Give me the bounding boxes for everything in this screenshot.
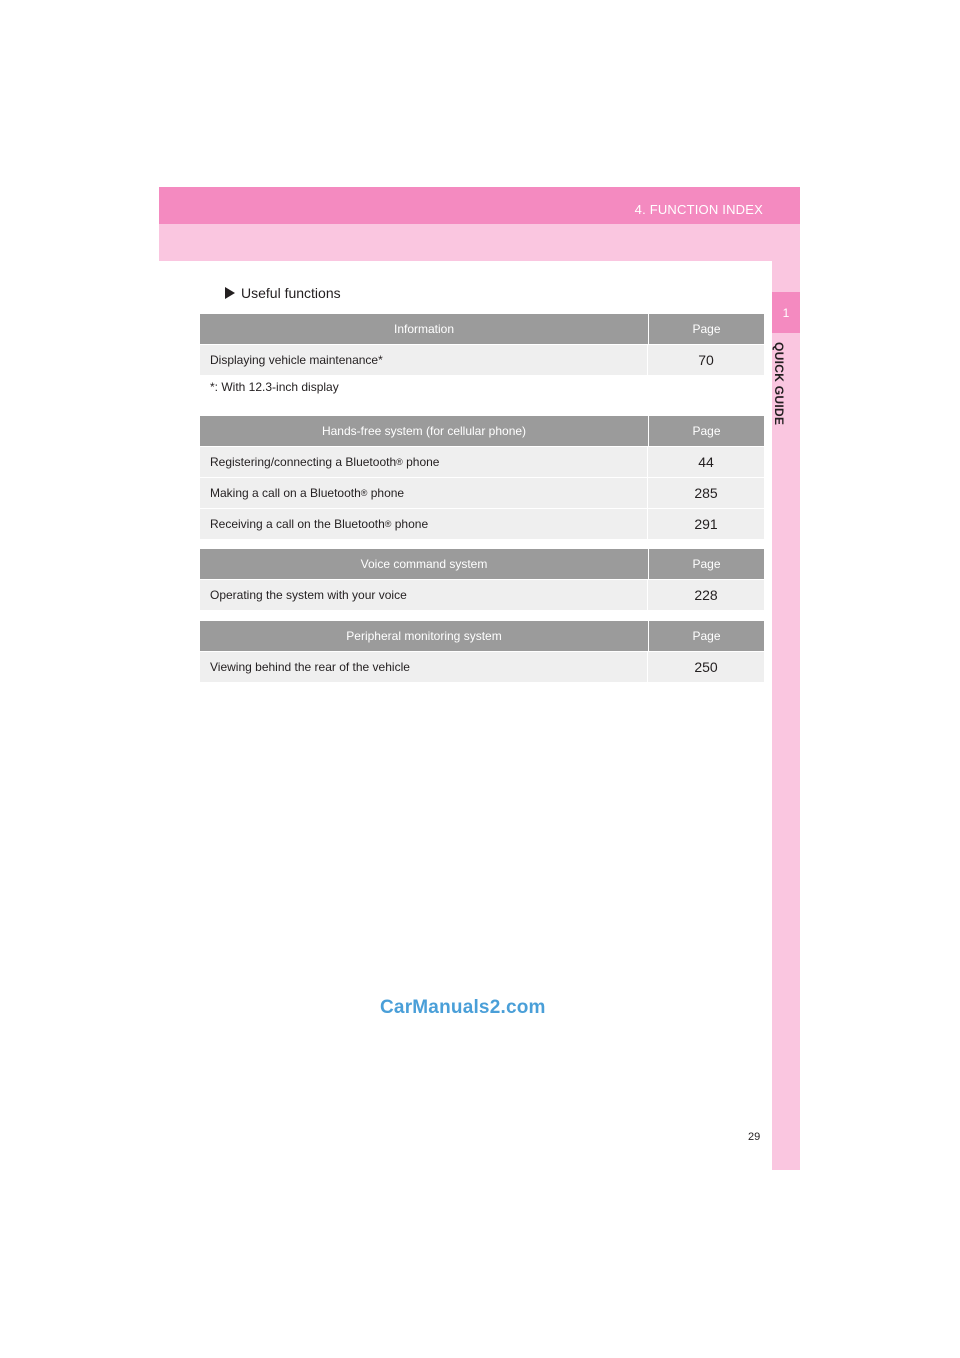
- header-band: [159, 224, 800, 261]
- row-label: Viewing behind the rear of the vehicle: [200, 652, 648, 682]
- row-label: Registering/connecting a Bluetooth ® phone: [200, 447, 648, 477]
- column-header-function: Information: [200, 314, 649, 344]
- table-header-row: [200, 549, 764, 579]
- column-header-function: Voice command system: [200, 549, 649, 579]
- row-label: Displaying vehicle maintenance*: [200, 345, 648, 375]
- row-page-link[interactable]: 291: [694, 516, 718, 532]
- row-label-text: Receiving a call on the Bluetooth: [210, 517, 385, 531]
- page-number: 29: [748, 1131, 761, 1143]
- row-page-link[interactable]: 44: [698, 454, 714, 470]
- footnote: *: With 12.3-inch display: [210, 380, 339, 394]
- column-header-page: Page: [692, 424, 721, 438]
- row-label: Operating the system with your voice: [200, 580, 648, 610]
- table-row[interactable]: [200, 446, 764, 477]
- column-header-page: Page: [692, 322, 721, 336]
- row-label-text: Making a call on a Bluetooth: [210, 486, 361, 500]
- row-page-link[interactable]: 250: [694, 659, 718, 675]
- chapter-side-label: QUICK GUIDE: [772, 342, 786, 426]
- watermark[interactable]: CarManuals2.com: [380, 997, 546, 1018]
- table-row[interactable]: [200, 579, 764, 610]
- row-label-text: Registering/connecting a Bluetooth: [210, 455, 397, 469]
- column-header-function: Peripheral monitoring system: [200, 621, 649, 651]
- hands-free-table: [200, 416, 764, 539]
- table-row[interactable]: [200, 651, 764, 682]
- row-page-link[interactable]: 70: [698, 352, 714, 368]
- section-heading-text: Useful functions: [241, 285, 341, 301]
- row-label: Making a call on a Bluetooth ® phone: [200, 478, 648, 508]
- section-heading: [225, 285, 341, 301]
- voice-command-table: [200, 549, 764, 610]
- information-table: [200, 314, 764, 375]
- column-header-page: Page: [692, 557, 721, 571]
- header-bar: [159, 187, 800, 224]
- row-label-suffix: phone: [367, 486, 405, 500]
- table-row[interactable]: [200, 508, 764, 539]
- row-page-link[interactable]: 228: [694, 587, 718, 603]
- table-row[interactable]: [200, 477, 764, 508]
- row-page-link[interactable]: 285: [694, 485, 718, 501]
- table-header-row: [200, 314, 764, 344]
- table-row[interactable]: [200, 344, 764, 375]
- chapter-tab[interactable]: 1: [772, 292, 800, 333]
- peripheral-monitoring-table: [200, 621, 764, 682]
- table-header-row: [200, 416, 764, 446]
- table-header-row: [200, 621, 764, 651]
- chapter-title: 4. FUNCTION INDEX: [634, 202, 763, 217]
- triangle-bullet-icon: [225, 287, 235, 299]
- column-header-function: Hands-free system (for cellular phone): [200, 416, 649, 446]
- row-label-suffix: phone: [402, 455, 440, 469]
- row-label-suffix: phone: [391, 517, 429, 531]
- row-label: Receiving a call on the Bluetooth ® phone: [200, 509, 648, 539]
- column-header-page: Page: [692, 629, 721, 643]
